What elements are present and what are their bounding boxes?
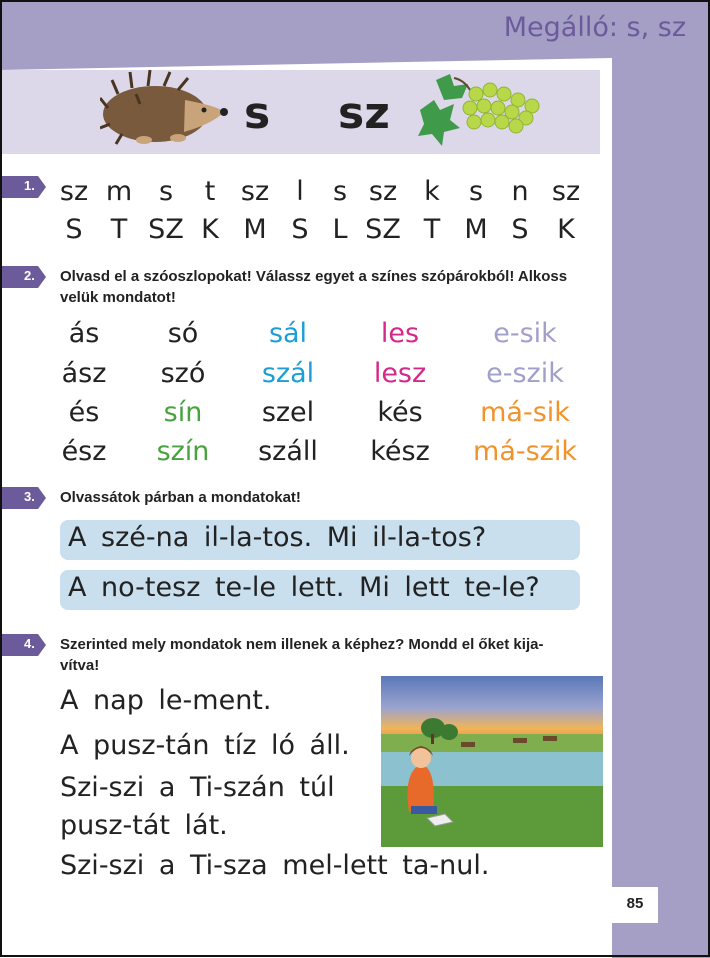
letter: T: [423, 214, 441, 245]
exercise-3-instruction: Olvassátok párban a mondatokat!: [60, 489, 301, 506]
sentence-box: [60, 520, 580, 560]
letter: s: [332, 176, 348, 207]
page-number-box: [612, 887, 658, 923]
story-sentence: A pusz-tán tíz ló áll.: [60, 730, 350, 761]
letter: l: [296, 176, 304, 207]
word: e-szik: [486, 358, 564, 389]
letter: s: [158, 176, 174, 207]
instruction-line: Olvasd el a szóoszlopokat! Válassz egyet a színes szópárokból! Alkoss: [60, 268, 568, 285]
letter: sz: [240, 176, 270, 207]
letter: sz: [551, 176, 581, 207]
word: sín: [163, 397, 203, 428]
story-sentence: Szi-szi a Ti-sza mel-lett ta-nul.: [60, 850, 490, 881]
exercise-4-badge: 4.: [0, 634, 46, 656]
word: szó: [160, 358, 206, 389]
word: lesz: [373, 358, 427, 389]
exercise-2-instruction: [60, 266, 567, 308]
sentence-box: [60, 570, 580, 610]
sentence: A szé-na il-la-tos. Mi il-la-tos?: [68, 522, 487, 553]
letter: M: [464, 214, 488, 245]
letter: M: [243, 214, 267, 245]
story-sentence: pusz-tát lát.: [60, 810, 228, 841]
word: és: [68, 397, 100, 428]
word: só: [167, 318, 199, 349]
letter: k: [424, 176, 440, 207]
letter: S: [65, 214, 83, 245]
letter: SZ: [148, 214, 184, 245]
hedgehog-icon: [100, 68, 230, 150]
sentence: A no-tesz te-le lett. Mi lett te-le?: [68, 572, 540, 603]
story-sentence: Szi-szi a Ti-szán túl: [60, 772, 335, 803]
banner-letter-sz: sz: [338, 88, 390, 139]
exercise-2-badge: 2.: [0, 266, 46, 288]
word: ás: [68, 318, 100, 349]
word: szál: [261, 358, 315, 389]
grapes-icon: [414, 70, 544, 150]
word: ész: [61, 436, 107, 467]
word: e-sik: [493, 318, 557, 349]
letter: K: [201, 214, 219, 245]
exercise-4-instruction: [60, 634, 543, 676]
letter: sz: [368, 176, 398, 207]
letter: s: [468, 176, 484, 207]
word: kész: [370, 436, 430, 467]
word: száll: [258, 436, 318, 467]
letter: L: [332, 214, 348, 245]
letter: n: [511, 176, 529, 207]
story-sentence: A nap le-ment.: [60, 685, 272, 716]
word: sál: [268, 318, 308, 349]
word: ász: [61, 358, 107, 389]
page-number: 85: [626, 895, 644, 912]
letter: T: [110, 214, 128, 245]
letter: t: [204, 176, 216, 207]
word: szín: [156, 436, 210, 467]
word: szel: [261, 397, 315, 428]
instruction-line: velük mondatot!: [60, 289, 176, 306]
riverside-sunset-illustration: [381, 676, 603, 847]
word: kés: [377, 397, 423, 428]
letter: sz: [59, 176, 89, 207]
exercise-3-badge: 3.: [0, 487, 46, 509]
letter: S: [291, 214, 309, 245]
instruction-line: Szerinted mely mondatok nem illenek a képhez? Mondd el őket kija-: [60, 636, 544, 653]
letter: SZ: [365, 214, 401, 245]
banner-letter-s: s: [244, 88, 271, 139]
word: má-szik: [473, 436, 577, 467]
letter: m: [105, 176, 133, 207]
word: má-sik: [480, 397, 570, 428]
letter: S: [511, 214, 529, 245]
instruction-line: vítva!: [60, 657, 100, 674]
exercise-1-badge: 1.: [0, 176, 46, 198]
page-header-title: Megálló: s, sz: [503, 12, 686, 43]
word: les: [380, 318, 420, 349]
letter: K: [557, 214, 575, 245]
